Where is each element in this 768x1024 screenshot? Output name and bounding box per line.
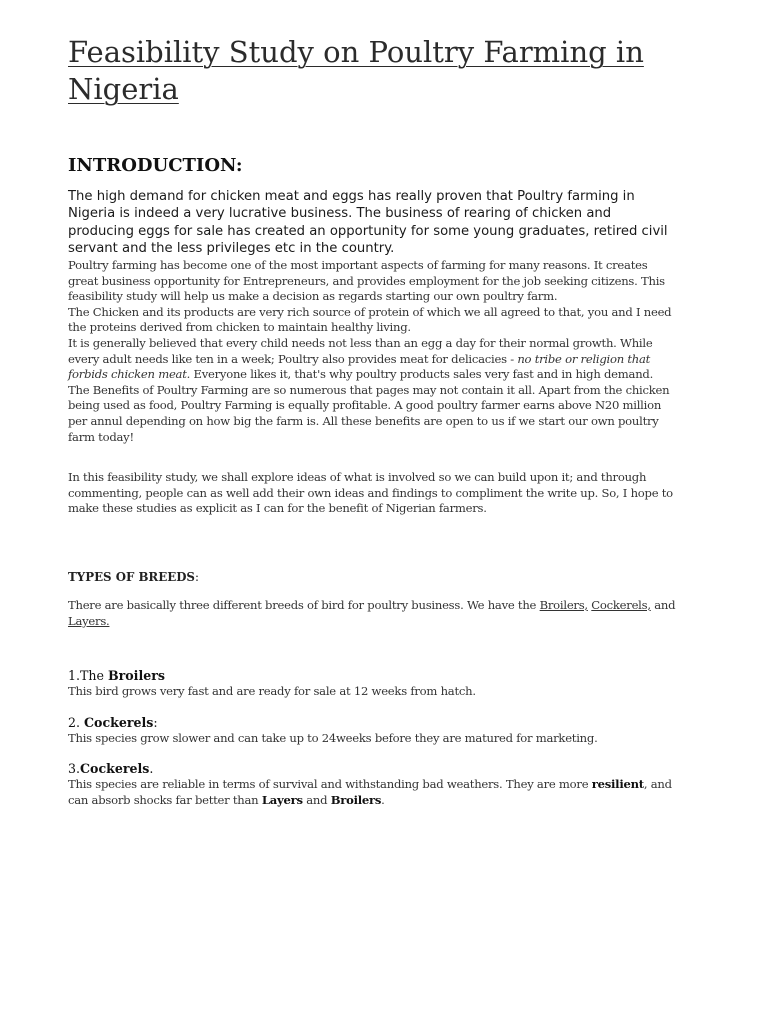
egg-demand-text-end: Everyone likes it, that's why poultry products sales very fast and in high demand. [190, 367, 654, 382]
introduction-heading: INTRODUCTION: [68, 155, 243, 176]
introduction-body [68, 258, 680, 445]
egg-demand-italic-note: no tribe or religion that forbids chicken meat. [68, 351, 651, 382]
breed-number: 1.The [68, 668, 108, 683]
cockerels-link[interactable]: Cockerels, [591, 598, 651, 612]
breed-section-cockerels-resilient [68, 761, 680, 808]
broilers-link[interactable]: Broilers, [539, 598, 588, 612]
breed-name: Cockerels [84, 715, 154, 730]
breed-desc-start: This species are reliable in terms of survival and withstanding bad weathers. They are more [68, 777, 592, 791]
breed-title [68, 668, 680, 684]
types-heading-colon: : [194, 570, 199, 584]
breed-desc-end: . [381, 792, 385, 807]
types-intro-and: and [650, 598, 676, 612]
resilient-emphasis: resilient [591, 777, 644, 791]
breed-title [68, 761, 680, 777]
document-title: Feasibility Study on Poultry Farming in Nigeria [68, 35, 644, 106]
breed-section-cockerels [68, 715, 680, 747]
paragraph-protein-source: The Chicken and its products are very rich source of protein of which we all agreed to that, you and I need the proteins derived from chicken to maintain healthy living. [68, 304, 672, 335]
paragraph-benefits: The Benefits of Poultry Farming are so numerous that pages may not contain it all. Apart from the chicken being used as food, Poultry Farming is equally profitable. A good poultry farmer earns above N20 million per annul depending on how big the farm is. All these benefits are open to us if we start our own poultry farm today! [68, 382, 670, 444]
breed-section-broilers [68, 668, 680, 700]
breed-name: Cockerels [80, 761, 150, 776]
introduction-lead-paragraph: The high demand for chicken meat and eggs has really proven that Poultry farming in Nigeria is indeed a very lucrative business. The business of rearing of chicken and producing eggs for sale has created an opportunity for some young graduates, retired civil servant and the less privileges etc in the country. [68, 189, 668, 256]
breed-name: Broilers [107, 668, 165, 683]
paragraph-types-intro [68, 598, 680, 629]
breed-suffix: . [149, 761, 154, 776]
breed-title [68, 715, 680, 731]
paragraph-study-purpose: In this feasibility study, we shall explore ideas of what is involved so we can build upon it; and through commenting, people can as well add their own ideas and findings to compliment the write up. So, I hope to make these studies as explicit as I can for the benefit of Nigerian farmers. [68, 470, 673, 516]
paragraph-egg-demand [68, 336, 680, 383]
broilers-emphasis: Broilers [330, 792, 382, 807]
breed-number: 2. [68, 715, 85, 730]
breed-desc-mid: , and can absorb shocks far better than [68, 777, 672, 807]
layers-link[interactable]: Layers. [68, 613, 110, 628]
breed-suffix: : [153, 715, 158, 730]
egg-demand-text-start: It is generally believed that every child needs not less than an egg a day for their normal growth. While every adult needs like ten in a week; Poultry also provides meat for delicacies - [68, 335, 653, 366]
types-intro-block [68, 598, 680, 629]
paragraph-poultry-importance: Poultry farming has become one of the most important aspects of farming for many reasons. It creates great business opportunity for Entrepreneurs, and provides employment for the job seeking citizens. This feasibility study will help us make a decision as regards starting our own poultry farm. [68, 258, 665, 304]
types-of-breeds-heading [68, 569, 199, 585]
breed-description [68, 777, 680, 808]
breed-desc-and: and [302, 792, 331, 807]
breed-description: This species grow slower and can take up to 24weeks before they are matured for marketing. [68, 731, 598, 745]
layers-emphasis: Layers [261, 792, 303, 807]
study-purpose-block [68, 470, 680, 517]
breed-number: 3. [68, 761, 81, 776]
types-heading-text: TYPES OF BREEDS [68, 570, 195, 584]
types-intro-text: There are basically three different breeds of bird for poultry business. We have the [68, 598, 540, 612]
breed-description: This bird grows very fast and are ready for sale at 12 weeks from hatch. [68, 684, 476, 698]
